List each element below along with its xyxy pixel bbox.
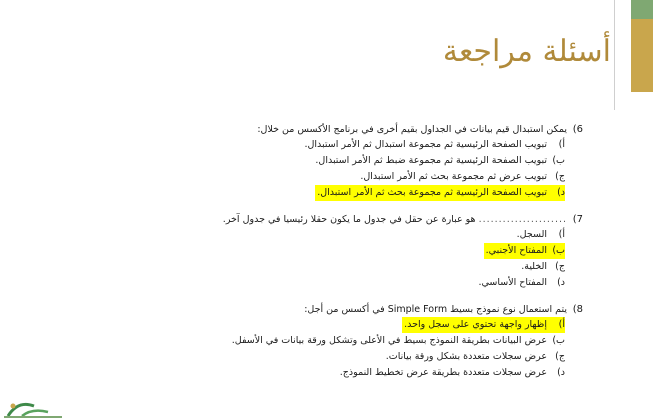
option-b — [63, 243, 565, 259]
option-b — [63, 333, 565, 349]
option-text-highlighted: المفتاح الأجنبي. — [484, 243, 549, 259]
option-text: عرض سجلات متعددة بشكل ورقة بيانات. — [385, 351, 547, 362]
option-text: تبويب عرض ثم مجموعة بحث ثم الأمر استبدال. — [360, 171, 547, 182]
question-number: 7) — [572, 214, 583, 225]
question-number: 6) — [572, 124, 583, 135]
logo-icon — [4, 396, 62, 418]
option-text: عرض البيانات بطريقة النموذج بسيط في الأعلى وتشكل ورقة بيانات في الأسفل. — [231, 335, 547, 346]
option-letter: د) — [557, 367, 565, 378]
option-letter: ج) — [555, 351, 565, 362]
option-letter: د) — [557, 277, 565, 288]
accent-bar-gold — [631, 19, 653, 92]
option-b — [63, 153, 565, 169]
question-6 — [63, 122, 583, 201]
option-text-highlighted: إظهار واجهة تحتوي على سجل واحد. — [402, 317, 549, 333]
option-letter: أ) — [558, 229, 565, 240]
divider-line — [614, 0, 615, 110]
question-stem — [63, 302, 583, 317]
option-a — [63, 227, 565, 243]
option-letter: أ) — [549, 317, 565, 333]
option-d — [63, 275, 565, 291]
question-stem — [63, 212, 583, 227]
option-c — [63, 349, 565, 365]
option-text: عرض سجلات متعددة بطريقة عرض تخطيط النموذج. — [339, 367, 547, 378]
option-letter: ب) — [552, 335, 565, 346]
option-letter: د) — [549, 185, 565, 201]
option-letter: أ) — [558, 139, 565, 150]
option-letter: ج) — [555, 261, 565, 272]
question-text: هو عبارة عن حقل في جدول ما يكون حقلا رئيسيا في جدول آخر. — [222, 214, 476, 225]
slide-title: أسئلة مراجعة — [442, 34, 611, 69]
option-letter: ب) — [549, 243, 565, 259]
question-text: يمكن استبدال قيم بيانات في الجداول بقيم أخرى في برنامج الأكسس من خلال: — [257, 124, 567, 135]
option-text: الخلية. — [521, 261, 547, 272]
option-letter: ج) — [555, 171, 565, 182]
option-c — [63, 259, 565, 275]
option-d — [63, 185, 565, 201]
option-text: تبويب الصفحة الرئيسية ثم مجموعة ضبط ثم الأمر استبدال. — [315, 155, 547, 166]
option-a — [63, 317, 565, 333]
question-number: 8) — [572, 304, 583, 315]
question-8 — [63, 302, 583, 381]
option-d — [63, 365, 565, 381]
option-letter: ب) — [552, 155, 565, 166]
question-stem — [63, 122, 583, 137]
option-a — [63, 137, 565, 153]
question-7 — [63, 212, 583, 291]
question-text: يتم استعمال نوع نموذج بسيط Simple Form في أكسس من أجل: — [304, 304, 567, 315]
option-text-highlighted: تبويب الصفحة الرئيسية ثم مجموعة بحث ثم الأمر استبدال. — [315, 185, 549, 201]
option-text: المفتاح الأساسي. — [478, 277, 547, 288]
accent-bar-green — [631, 0, 653, 19]
answer-blank: ...................... — [478, 214, 567, 225]
option-c — [63, 169, 565, 185]
option-text: تبويب الصفحة الرئيسية ثم مجموعة استبدال ثم الأمر استبدال. — [304, 139, 547, 150]
option-text: السجل. — [516, 229, 547, 240]
